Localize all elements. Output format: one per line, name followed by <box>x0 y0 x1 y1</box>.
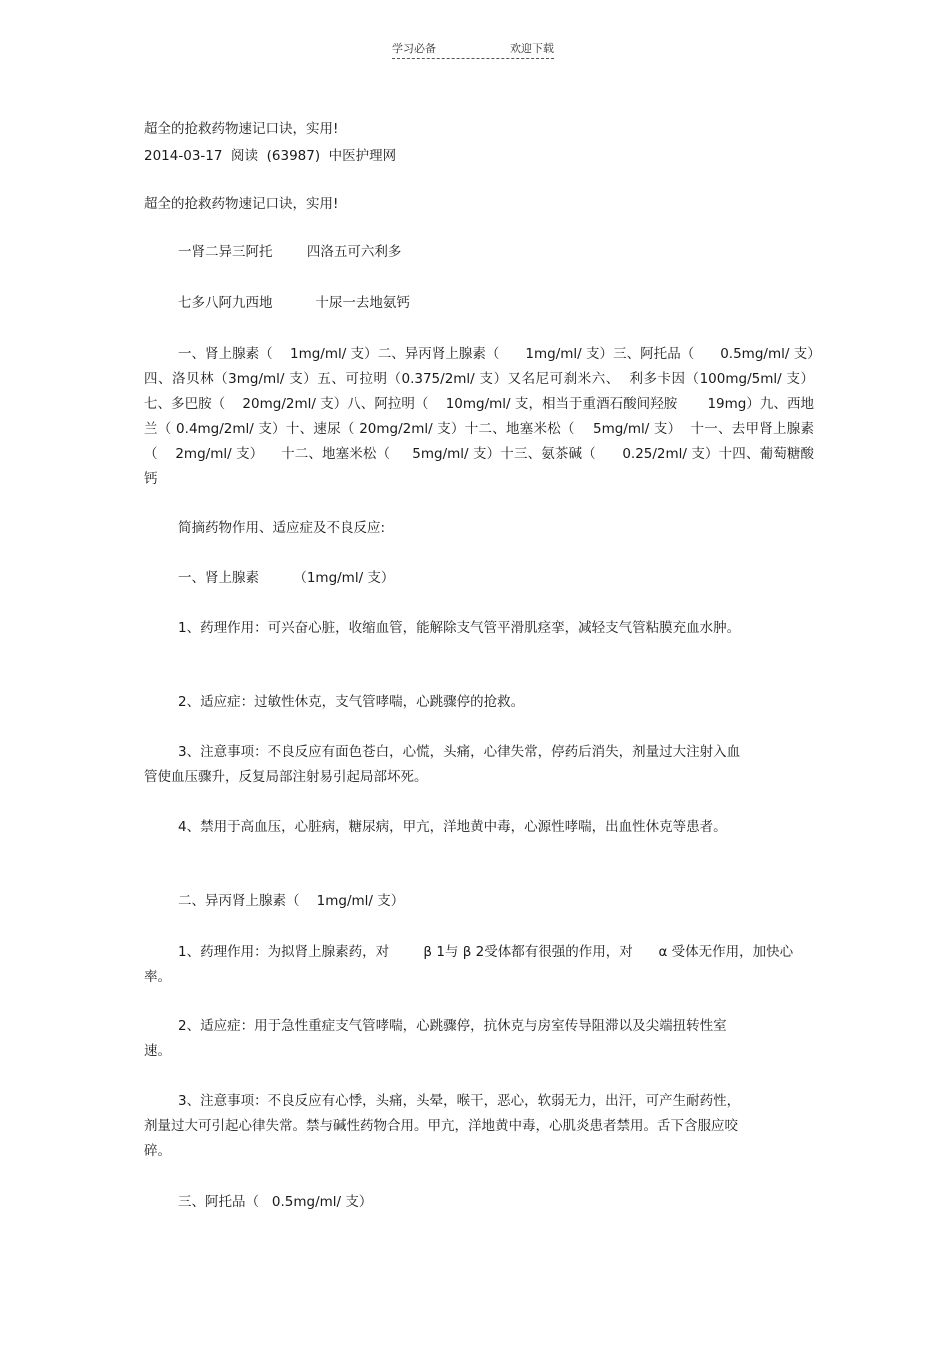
section-1-paragraph-1: 1、药理作用：可兴奋心脏，收缩血管，能解除支气管平滑肌痉挛，减轻支气管粘膜充血水肿。 <box>178 620 741 636</box>
section-intro: 简摘药物作用、适应症及不良反应: <box>178 520 386 536</box>
article-meta: 2014-03-17 阅读 (63987) 中医护理网 <box>144 148 397 164</box>
article-title: 超全的抢救药物速记口诀，实用! <box>144 121 339 137</box>
section-2-paragraph-1: 1、药理作用：为拟肾上腺素药，对 β 1与 β 2受体都有很强的作用，对 α 受体无作用，加快心率。 <box>144 944 794 985</box>
section-2-title: 二、异丙肾上腺素（ 1mg/ml/ 支） <box>178 893 405 909</box>
drug-list-paragraph: 一、肾上腺素（ 1mg/ml/ 支）二、异丙肾上腺素（ 1mg/ml/ 支）三、阿托品（ 0.5mg/ml/ 支）四、洛贝林（3mg/ml/ 支）五、可拉明（0.375/2ml/ 支）又名尼可刹米六、 利多卡因（100mg/5ml/ 支）七、多巴胺（ 20mg/2ml/ 支）八、阿拉明（ 10mg/ml/ 支，相当于重酒石酸间羟胺 19mg）九、西地兰（ 0.4mg/2ml/ 支）十、速尿（ 20mg/2ml/ 支）十二、地塞米松（ 5mg/ml/ 支） 十一、去甲肾上腺素（ 2mg/ml/ 支） 十二、地塞米松（ 5mg/ml/ 支）十三、氨茶碱（ 0.25/2ml/ 支）十四、葡萄糖酸钙 <box>144 346 814 487</box>
section-1-paragraph-4: 4、禁用于高血压，心脏病，糖尿病，甲亢，洋地黄中毒，心源性哮喘，出血性休克等患者。 <box>178 819 727 835</box>
header-right-text: 欢迎下载 <box>510 42 554 55</box>
page-header <box>392 40 554 59</box>
section-1-title: 一、肾上腺素 （1mg/ml/ 支） <box>178 570 395 586</box>
article-subtitle: 超全的抢救药物速记口诀，实用! <box>144 196 339 212</box>
section-1-paragraph-2: 2、适应症：过敏性休克，支气管哮喘，心跳骤停的抢救。 <box>178 694 525 710</box>
section-2-paragraph-3: 3、注意事项：不良反应有心悸，头痛，头晕，喉干，恶心，软弱无力，出汗，可产生耐药性，剂量过大可引起心律失常。禁与碱性药物合用。甲亢，洋地黄中毒，心肌炎患者禁用。舌下含服应咬碎。 <box>144 1093 741 1159</box>
section-1-paragraph-3: 3、注意事项：不良反应有面色苍白，心慌，头痛，心律失常，停药后消失，剂量过大注射入血管使血压骤升，反复局部注射易引起局部坏死。 <box>144 744 741 785</box>
mnemonic-line-2: 七多八阿九西地 十尿一去地氨钙 <box>178 295 410 311</box>
section-2-paragraph-2: 2、适应症：用于急性重症支气管哮喘，心跳骤停，抗休克与房室传导阻滞以及尖端扭转性室速。 <box>144 1018 727 1059</box>
mnemonic-line-1: 一肾二异三阿托 四洛五可六利多 <box>178 244 402 260</box>
header-left-text: 学习必备 <box>392 42 436 55</box>
section-3-title: 三、阿托品（ 0.5mg/ml/ 支） <box>178 1194 373 1210</box>
